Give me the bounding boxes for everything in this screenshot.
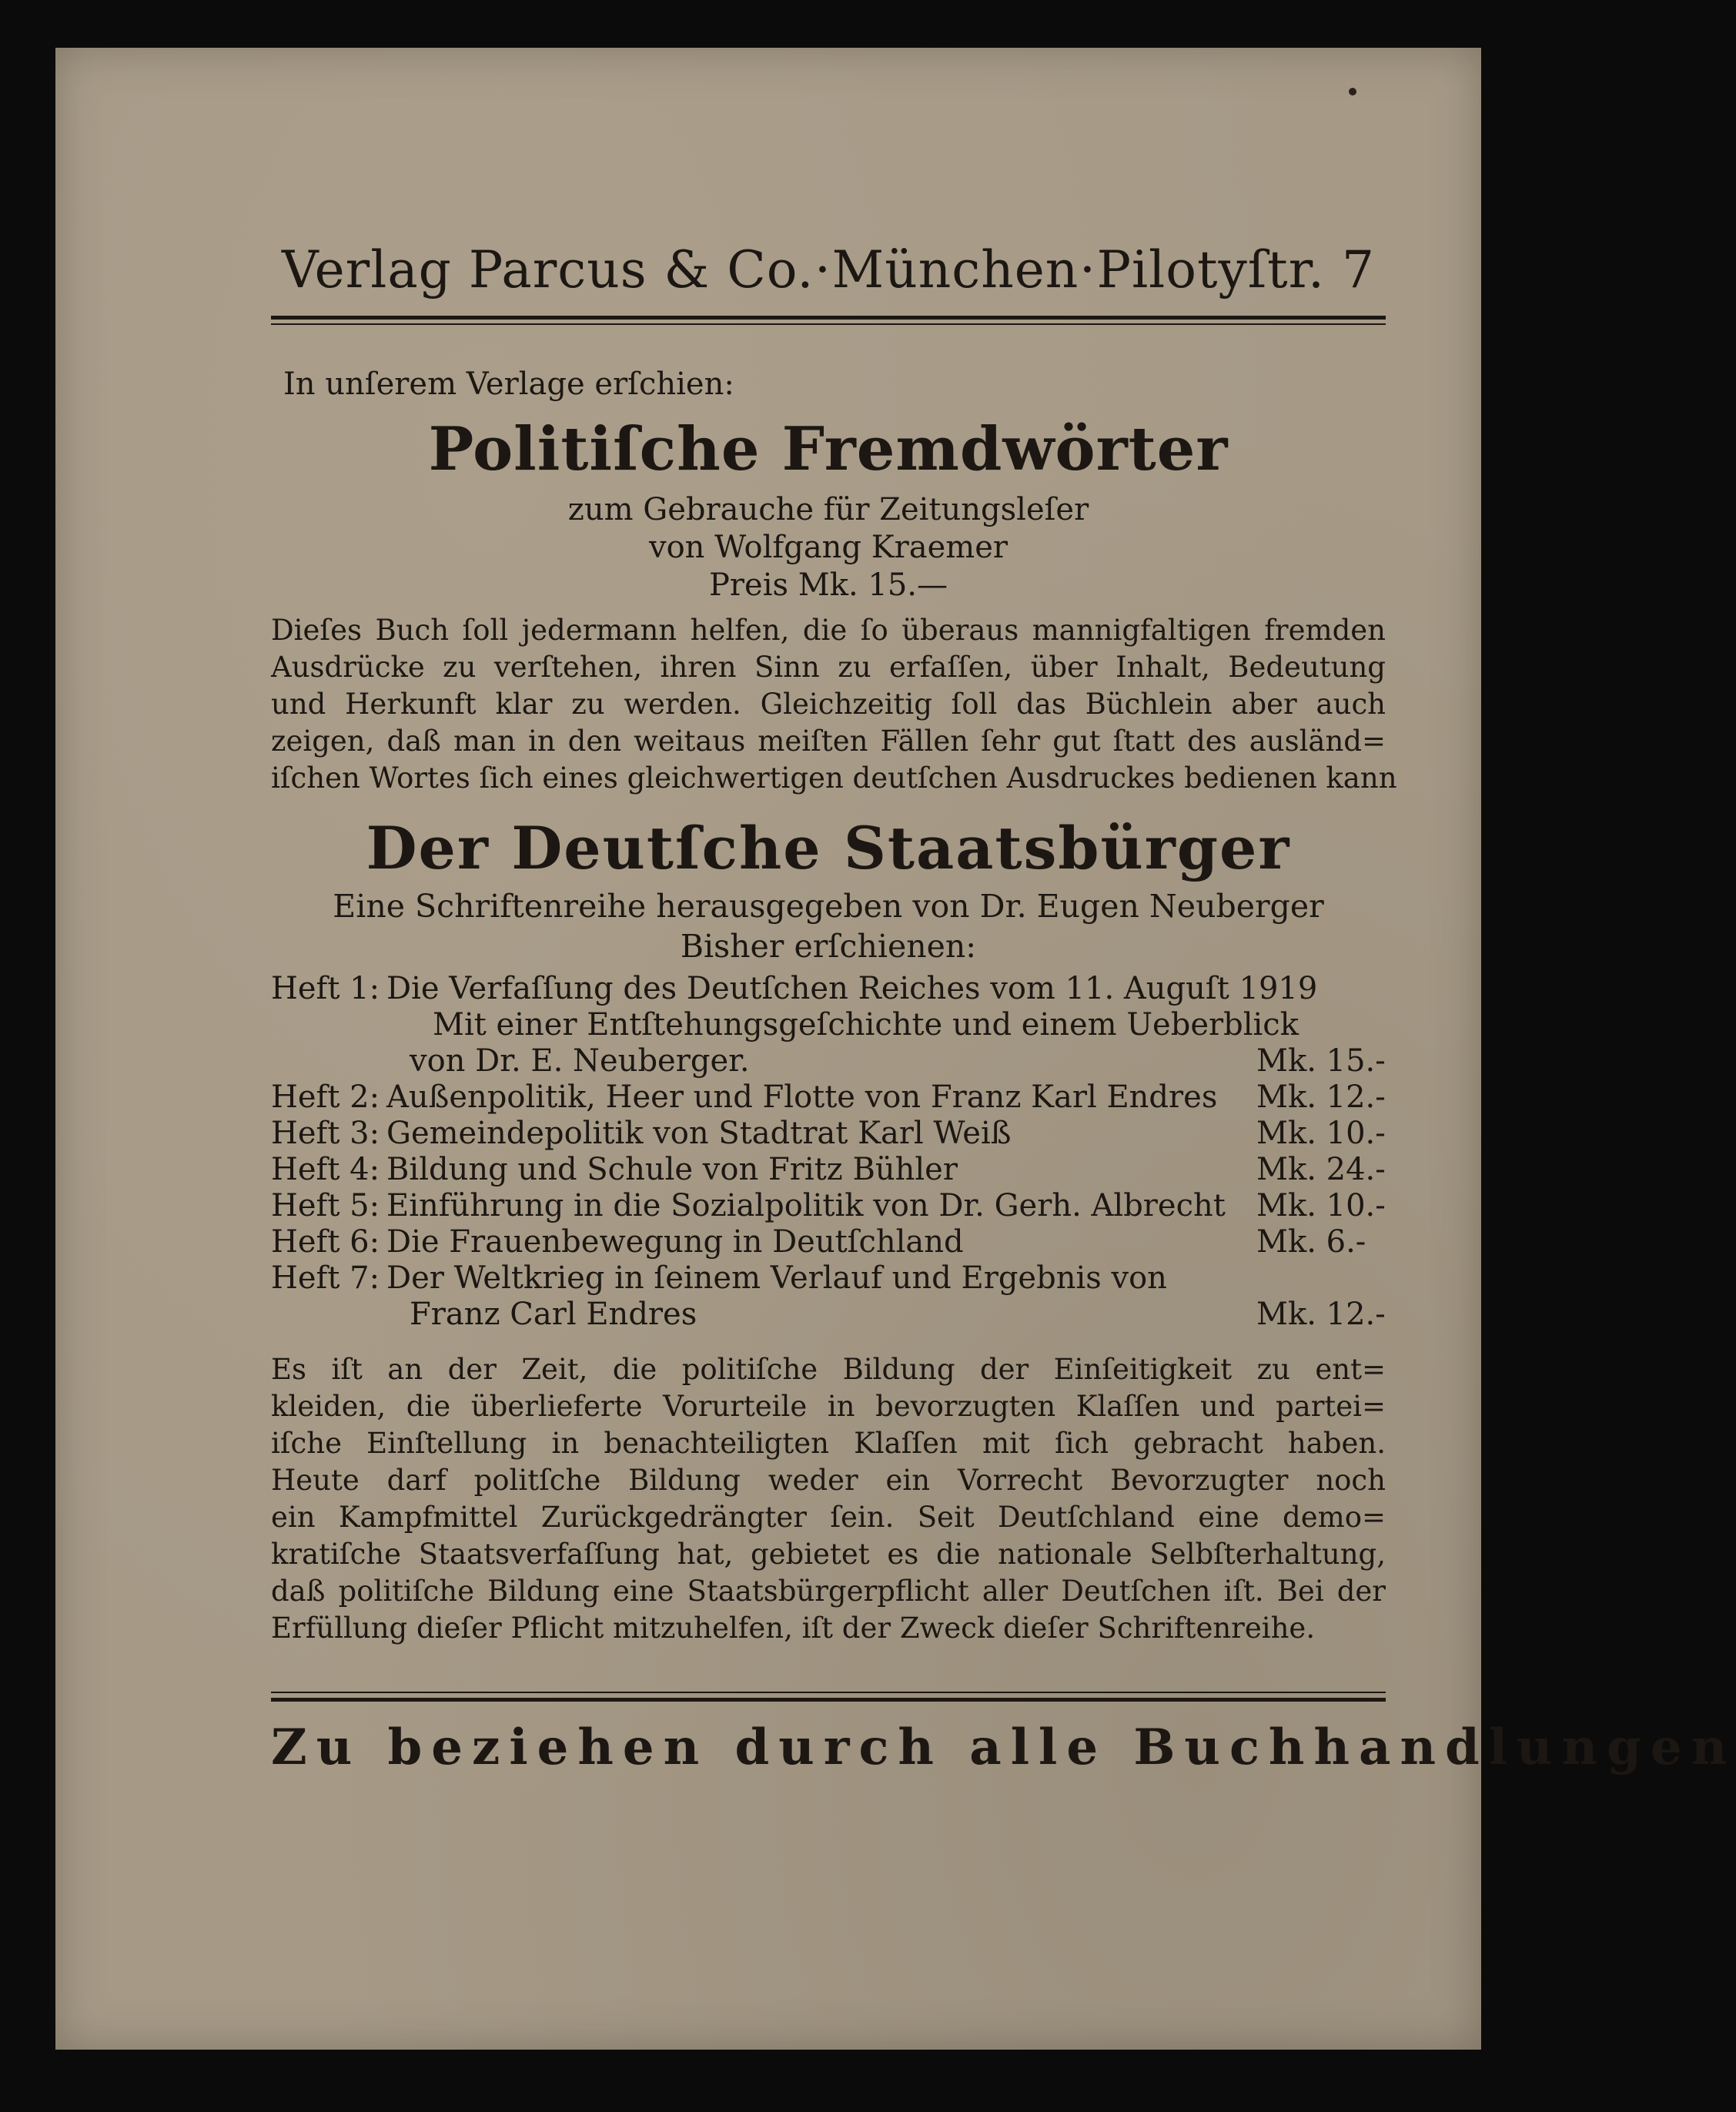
header-separator: · [814, 240, 831, 300]
heft-price [1256, 971, 1386, 1007]
publisher-name: Verlag Parcus & Co. [282, 240, 814, 300]
heft-number: Heft 1: [271, 971, 380, 1006]
header-separator: · [1079, 240, 1096, 300]
heft-number: Heft 2: [271, 1079, 380, 1115]
book-subtitle-line: zum Gebrauche für Zeitungsleſer [567, 492, 1089, 527]
document-page [55, 48, 1736, 2050]
heft-number: Heft 5: [271, 1188, 380, 1223]
heft-number [271, 1297, 386, 1333]
book-author-line: von Wolfgang Kraemer [648, 530, 1008, 565]
publisher-header [271, 240, 1386, 311]
list-item [271, 1043, 1386, 1079]
series-subtitle: Eine Schriftenreihe herausgegeben von Dr. Eugen Neuberger [333, 888, 1324, 925]
description-line: iſchen Wortes ſich eines gleichwertigen deutſchen Ausdruckes bedienen kann [271, 761, 1397, 795]
closing-line: daß politiſche Bildung eine Staatsbürgerpflicht aller Deutſchen iſt. Bei der [271, 1575, 1386, 1608]
list-item [271, 1079, 1386, 1116]
list-item [271, 1188, 1386, 1224]
paper-speck [1349, 88, 1356, 95]
description-line: Ausdrücke zu verſtehen, ihren Sinn zu erfaſſen, über Inhalt, Bedeutung [271, 651, 1386, 684]
heft-title: von Dr. E. Neuberger. [410, 1043, 750, 1079]
description-line: zeigen, daß man in den weitaus meiſten Fällen ſehr gut ſtatt des ausländ= [271, 725, 1386, 758]
heft-number: Heft 7: [271, 1260, 380, 1296]
heft-price: Mk. 12.- [1256, 1079, 1386, 1115]
heft-title: Bildung und Schule von Fritz Bühler [386, 1152, 958, 1187]
footer-text: Zu beziehen durch alle Buchhandlungen [271, 1719, 1736, 1776]
heft-title: Die Frauenbewegung in Deutſchland [386, 1224, 964, 1260]
closing-line: Es iſt an der Zeit, die politiſche Bildung der Einſeitigkeit zu ent= [271, 1353, 1386, 1386]
closing-line: kratiſche Staatsverfaſſung hat, gebietet es die nationale Selbſterhaltung, [271, 1538, 1386, 1571]
heft-title: Mit einer Entſtehungsgeſchichte und einem Ueberblick [433, 1007, 1299, 1043]
closing-line: Erfüllung dieſer Pflicht mitzuhelfen, iſt der Zweck dieſer Schriftenreihe. [271, 1612, 1316, 1645]
heft-title: Franz Carl Endres [410, 1297, 697, 1332]
list-item [271, 1116, 1386, 1152]
book-subtitle [271, 491, 1386, 604]
heft-number [271, 1007, 386, 1043]
publisher-address: Pilotyſtr. 7 [1096, 240, 1375, 300]
heft-title: Einführung in die Sozialpolitik von Dr. Gerh. Albrecht [386, 1188, 1226, 1223]
published-label: Bisher erſchienen: [680, 928, 977, 965]
footer-rules [271, 1692, 1386, 1702]
heft-price: Mk. 6.- [1256, 1224, 1366, 1260]
heft-title: Die Verfaſſung des Deutſchen Reiches vom 11. Auguſt 1919 [386, 971, 1318, 1006]
heft-price: Mk. 10.- [1256, 1116, 1386, 1151]
description-line: Dieſes Buch ſoll jedermann helfen, die ſo überaus mannigfaltigen fremden [271, 614, 1386, 647]
series-list [271, 971, 1386, 1333]
closing-line: ein Kampfmittel Zurückgedrängter ſein. Seit Deutſchland eine demo= [271, 1501, 1386, 1534]
closing-line: Heute darf politſche Bildung weder ein Vorrecht Bevorzugter noch [271, 1464, 1386, 1497]
advertisement-content [271, 240, 1736, 1776]
heft-price: Mk. 24.- [1256, 1152, 1386, 1187]
heft-price: Mk. 10.- [1256, 1188, 1386, 1223]
series-title: Der Deutſche Staatsbürger [366, 814, 1291, 882]
heft-title: Außenpolitik, Heer und Flotte von Franz Karl Endres [386, 1079, 1218, 1115]
heft-price: Mk. 12.- [1256, 1297, 1386, 1332]
heft-title: Gemeindepolitik von Stadtrat Karl Weiß [386, 1116, 1012, 1151]
heft-price [1256, 1007, 1386, 1043]
intro-text: In unſerem Verlage erſchien: [283, 367, 734, 402]
heft-price [1256, 1260, 1386, 1297]
footer-rule-thick [271, 1698, 1386, 1702]
heft-number: Heft 3: [271, 1116, 380, 1151]
series-closing-text [271, 1351, 1386, 1647]
heft-number: Heft 4: [271, 1152, 380, 1187]
heft-number [271, 1043, 386, 1079]
list-item [271, 1224, 1386, 1260]
book-price-line: Preis Mk. 15.— [709, 567, 948, 603]
header-rule-thin [271, 323, 1386, 325]
book-description [271, 612, 1397, 797]
list-item [271, 1297, 1386, 1333]
description-line: und Herkunft klar zu werden. Gleichzeitig ſoll das Büchlein aber auch [271, 688, 1386, 721]
heft-number: Heft 6: [271, 1224, 380, 1260]
list-item [271, 1152, 1386, 1188]
list-item [271, 971, 1386, 1007]
heft-price: Mk. 15.- [1256, 1043, 1386, 1079]
book-title: Politiſche Fremdwörter [428, 414, 1229, 484]
closing-line: iſche Einſtellung in benachteiligten Klaſſen mit ſich gebracht haben. [271, 1427, 1386, 1460]
list-item [271, 1007, 1386, 1043]
publisher-city: München [831, 240, 1079, 300]
footer-rule-thin [271, 1692, 1386, 1693]
closing-line: kleiden, die überlieferte Vorurteile in bevorzugten Klaſſen und partei= [271, 1390, 1386, 1423]
list-item [271, 1260, 1386, 1297]
heft-title: Der Weltkrieg in ſeinem Verlauf und Ergebnis von [386, 1260, 1167, 1296]
header-rule-thick [271, 316, 1386, 320]
